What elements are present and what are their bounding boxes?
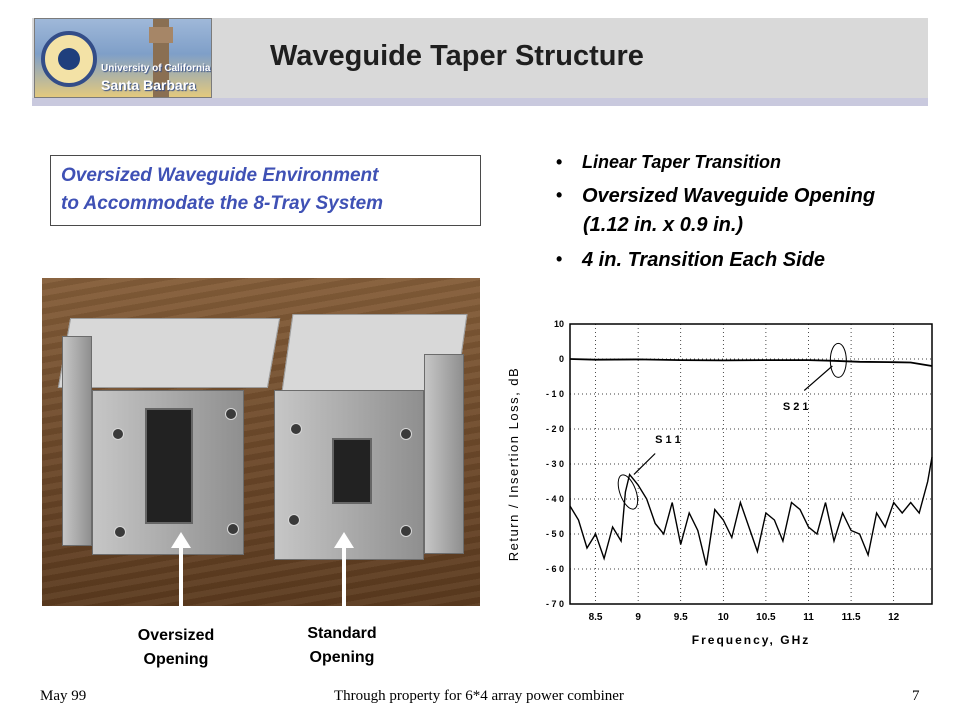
screw-hole bbox=[227, 523, 239, 535]
y-tick-label: - 2 0 bbox=[545, 424, 564, 434]
y-tick-label: - 1 0 bbox=[545, 389, 564, 399]
oversized-arrow-head bbox=[171, 532, 191, 548]
callout-line2: to Accommodate the 8-Tray System bbox=[61, 193, 384, 214]
standard-opening-label bbox=[277, 622, 407, 670]
screw-hole bbox=[288, 514, 300, 526]
bullet-item: • 4 in. Transition Each Side bbox=[556, 249, 946, 272]
y-tick-label: 10 bbox=[553, 319, 564, 329]
oversized-label-line1: Oversized bbox=[137, 627, 215, 644]
s21-annotation-label: S 2 1 bbox=[782, 400, 809, 413]
s11-annotation-label: S 1 1 bbox=[655, 434, 681, 446]
oversized-label-line2: Opening bbox=[143, 651, 209, 668]
y-tick-label: - 3 0 bbox=[545, 459, 564, 469]
x-tick-label: 11.5 bbox=[841, 612, 861, 623]
slide-title: Waveguide Taper Structure bbox=[270, 40, 644, 72]
logo-text-line2: Santa Barbara bbox=[101, 77, 196, 93]
callout-line1: Oversized Waveguide Environment bbox=[61, 165, 379, 186]
x-tick-label: 10.5 bbox=[756, 612, 776, 623]
screw-hole bbox=[225, 408, 237, 420]
screw-hole bbox=[114, 526, 126, 538]
y-tick-label: - 6 0 bbox=[545, 564, 564, 574]
bullet-list bbox=[556, 152, 946, 284]
footer-page-number: 7 bbox=[912, 688, 920, 704]
y-tick-label: - 4 0 bbox=[545, 494, 564, 504]
footer-date: May 99 bbox=[40, 688, 87, 704]
standard-label-line2: Opening bbox=[309, 649, 375, 666]
bullet-item: • Oversized Waveguide Opening bbox=[556, 185, 946, 208]
s-parameter-chart bbox=[500, 308, 940, 662]
footer-title: Through property for 6*4 array power combiner bbox=[334, 688, 624, 704]
series-line-s21 bbox=[570, 359, 932, 366]
x-tick-label: 11 bbox=[803, 612, 814, 623]
x-tick-label: 8.5 bbox=[588, 612, 603, 623]
bullet-item: • Linear Taper Transition bbox=[556, 152, 946, 173]
oversized-aperture bbox=[145, 408, 193, 524]
series-line-s11 bbox=[570, 457, 932, 566]
s11-highlight-ellipse bbox=[614, 472, 641, 511]
standard-label-line1: Standard bbox=[307, 625, 377, 642]
x-tick-label: 10 bbox=[717, 612, 729, 623]
standard-arrow-shaft bbox=[342, 546, 346, 606]
y-tick-label: 0 bbox=[558, 354, 564, 364]
university-logo bbox=[34, 18, 212, 98]
screw-hole bbox=[290, 423, 302, 435]
screw-hole bbox=[400, 525, 412, 537]
y-tick-label: - 5 0 bbox=[545, 529, 564, 539]
s11-annotation-arrow bbox=[634, 454, 655, 475]
x-tick-label: 9 bbox=[635, 612, 641, 623]
bullet-subitem: (1.12 in. x 0.9 in.) bbox=[583, 214, 744, 236]
left-block-side bbox=[62, 336, 92, 546]
logo-text-line1: University of California bbox=[101, 63, 211, 74]
x-tick-label: 12 bbox=[888, 612, 900, 623]
right-block-side bbox=[424, 354, 464, 554]
oversized-arrow-shaft bbox=[179, 546, 183, 606]
waveguide-photo bbox=[42, 278, 480, 606]
x-axis-label: Frequency, GHz bbox=[691, 633, 811, 647]
y-tick-label: - 7 0 bbox=[545, 599, 564, 609]
standard-arrow-head bbox=[334, 532, 354, 548]
screw-hole bbox=[112, 428, 124, 440]
oversized-opening-label bbox=[111, 624, 241, 672]
y-axis-label: Return / Insertion Loss, dB bbox=[506, 366, 521, 562]
callout-box bbox=[50, 155, 481, 226]
standard-aperture bbox=[332, 438, 372, 504]
screw-hole bbox=[400, 428, 412, 440]
x-tick-label: 9.5 bbox=[673, 612, 688, 623]
s21-annotation-arrow bbox=[804, 366, 832, 391]
university-seal bbox=[41, 31, 97, 87]
